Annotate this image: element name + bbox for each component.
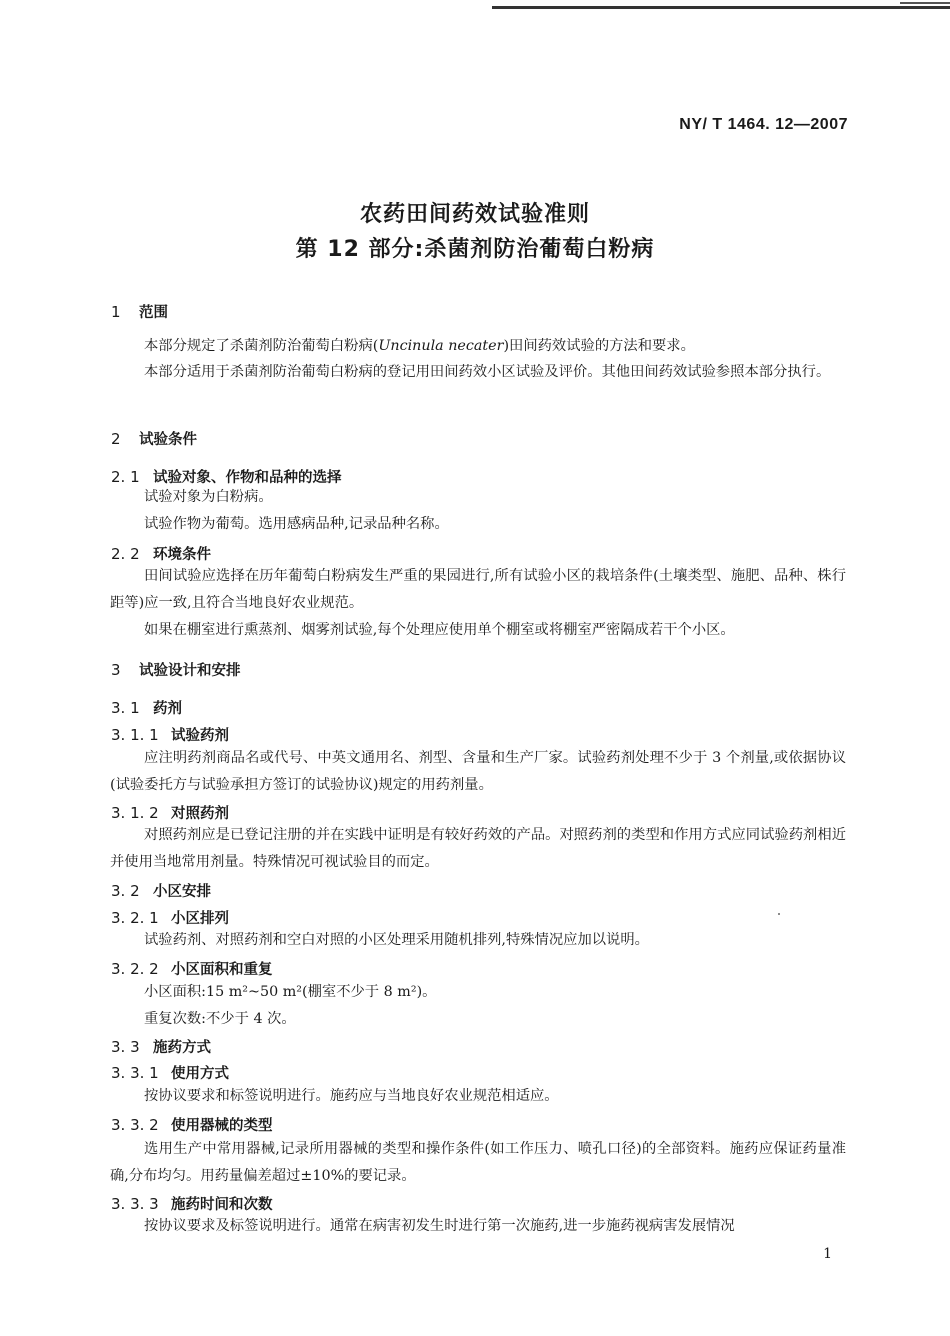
- section-number: 2. 1: [111, 468, 140, 486]
- section-3-3-1-paragraph: 按协议要求和标签说明进行。施药应与当地良好农业规范相适应。: [144, 1088, 559, 1104]
- section-title: 施药时间和次数: [171, 1197, 273, 1213]
- section-title: 施药方式: [153, 1040, 211, 1056]
- section-title: 试验条件: [139, 432, 197, 448]
- section-title: 试验设计和安排: [139, 663, 241, 679]
- section-2-2-paragraph-1: 田间试验应选择在历年葡萄白粉病发生严重的果园进行,所有试验小区的栽培条件(土壤类型、施肥、品种、株行距等)应一致,且符合当地良好农业规范。: [110, 568, 846, 611]
- section-title: 使用器械的类型: [171, 1118, 273, 1134]
- section-1-paragraph-2: 本部分适用于杀菌剂防治葡萄白粉病的登记用田间药效小区试验及评价。其他田间药效试验参照本部分执行。: [144, 364, 831, 380]
- section-title: 试验药剂: [171, 728, 229, 744]
- top-rule-accent: [900, 2, 950, 4]
- text: 本部分规定了杀菌剂防治葡萄白粉病(: [144, 338, 379, 354]
- section-1-heading: [111, 301, 168, 322]
- section-3-1-2-heading: [111, 802, 229, 823]
- section-number: 3. 3. 2: [111, 1116, 159, 1134]
- section-3-2-2-paragraph-2: 重复次数:不少于 4 次。: [144, 1011, 296, 1027]
- section-number: 3: [111, 661, 121, 679]
- section-3-2-1-heading: [111, 907, 229, 928]
- section-number: 2. 2: [111, 545, 140, 563]
- section-number: 3. 2: [111, 882, 140, 900]
- section-3-3-heading: [111, 1036, 211, 1057]
- section-3-2-2-heading: [111, 958, 273, 979]
- section-title: 环境条件: [153, 547, 211, 563]
- section-number: 3. 3. 3: [111, 1195, 159, 1213]
- section-number: 3. 1: [111, 699, 140, 717]
- page-number: 1: [823, 1246, 832, 1262]
- section-number: 1: [111, 303, 121, 321]
- section-3-1-2-paragraph: 对照药剂应是已登记注册的并在实践中证明是有较好药效的产品。对照药剂的类型和作用方式应同试验药剂相近并使用当地常用剂量。特殊情况可视试验目的而定。: [110, 827, 846, 870]
- section-3-3-2-heading: [111, 1114, 273, 1135]
- section-2-1-paragraph-2: 试验作物为葡萄。选用感病品种,记录品种名称。: [144, 516, 449, 532]
- section-3-3-1-heading: [111, 1062, 229, 1083]
- section-number: 3. 1. 2: [111, 804, 159, 822]
- top-rule: [492, 6, 950, 9]
- section-1-paragraph-1: [110, 333, 846, 360]
- scan-speck: [778, 913, 780, 915]
- section-number: 3. 3: [111, 1038, 140, 1056]
- section-3-1-heading: [111, 697, 182, 718]
- section-2-2-heading: [111, 543, 211, 564]
- section-3-3-3-paragraph: 按协议要求及标签说明进行。通常在病害初发生时进行第一次施药,进一步施药视病害发展情况: [144, 1218, 735, 1234]
- section-3-2-2-paragraph-1: 小区面积:15 m²~50 m²(棚室不少于 8 m²)。: [144, 984, 437, 1000]
- section-number: 3. 2. 2: [111, 960, 159, 978]
- section-number: 3. 3. 1: [111, 1064, 159, 1082]
- section-title: 对照药剂: [171, 806, 229, 822]
- section-2-2-paragraph-2: 如果在棚室进行熏蒸剂、烟雾剂试验,每个处理应使用单个棚室或将棚室严密隔成若干个小区。: [144, 622, 735, 638]
- section-number: 2: [111, 430, 121, 448]
- section-3-3-3-heading: [111, 1193, 273, 1214]
- section-title: 小区排列: [171, 911, 229, 927]
- section-2-1-paragraph-1: 试验对象为白粉病。: [144, 489, 273, 505]
- document-subtitle: 第 12 部分:杀菌剂防治葡萄白粉病: [295, 237, 655, 262]
- latin-name: Uncinula necater: [378, 338, 504, 354]
- section-title: 使用方式: [171, 1066, 229, 1082]
- section-number: 3. 1. 1: [111, 726, 159, 744]
- text: )田间药效试验的方法和要求。: [503, 338, 695, 354]
- section-3-1-1-heading: [111, 724, 229, 745]
- section-2-heading: [111, 428, 197, 449]
- section-3-heading: [111, 659, 241, 680]
- standard-code: NY/ T 1464. 12—2007: [679, 116, 848, 133]
- section-title: 范围: [139, 305, 168, 321]
- section-number: 3. 2. 1: [111, 909, 159, 927]
- section-title: 小区面积和重复: [171, 962, 273, 978]
- section-3-3-2-paragraph: 选用生产中常用器械,记录所用器械的类型和操作条件(如工作压力、喷孔口径)的全部资料。施药应保证药量准确,分布均匀。用药量偏差超过±10%的要记录。: [110, 1141, 846, 1184]
- section-title: 药剂: [153, 701, 182, 717]
- section-title: 小区安排: [153, 884, 211, 900]
- section-3-1-1-paragraph: 应注明药剂商品名或代号、中英文通用名、剂型、含量和生产厂家。试验药剂处理不少于 3 个剂量,或依据协议(试验委托方与试验承担方签订的试验协议)规定的用药剂量。: [110, 750, 846, 793]
- section-3-2-heading: [111, 880, 211, 901]
- document-title: 农药田间药效试验准则: [359, 202, 590, 227]
- section-title: 试验对象、作物和品种的选择: [153, 470, 342, 486]
- section-3-2-1-paragraph: 试验药剂、对照药剂和空白对照的小区处理采用随机排列,特殊情况应加以说明。: [144, 932, 649, 948]
